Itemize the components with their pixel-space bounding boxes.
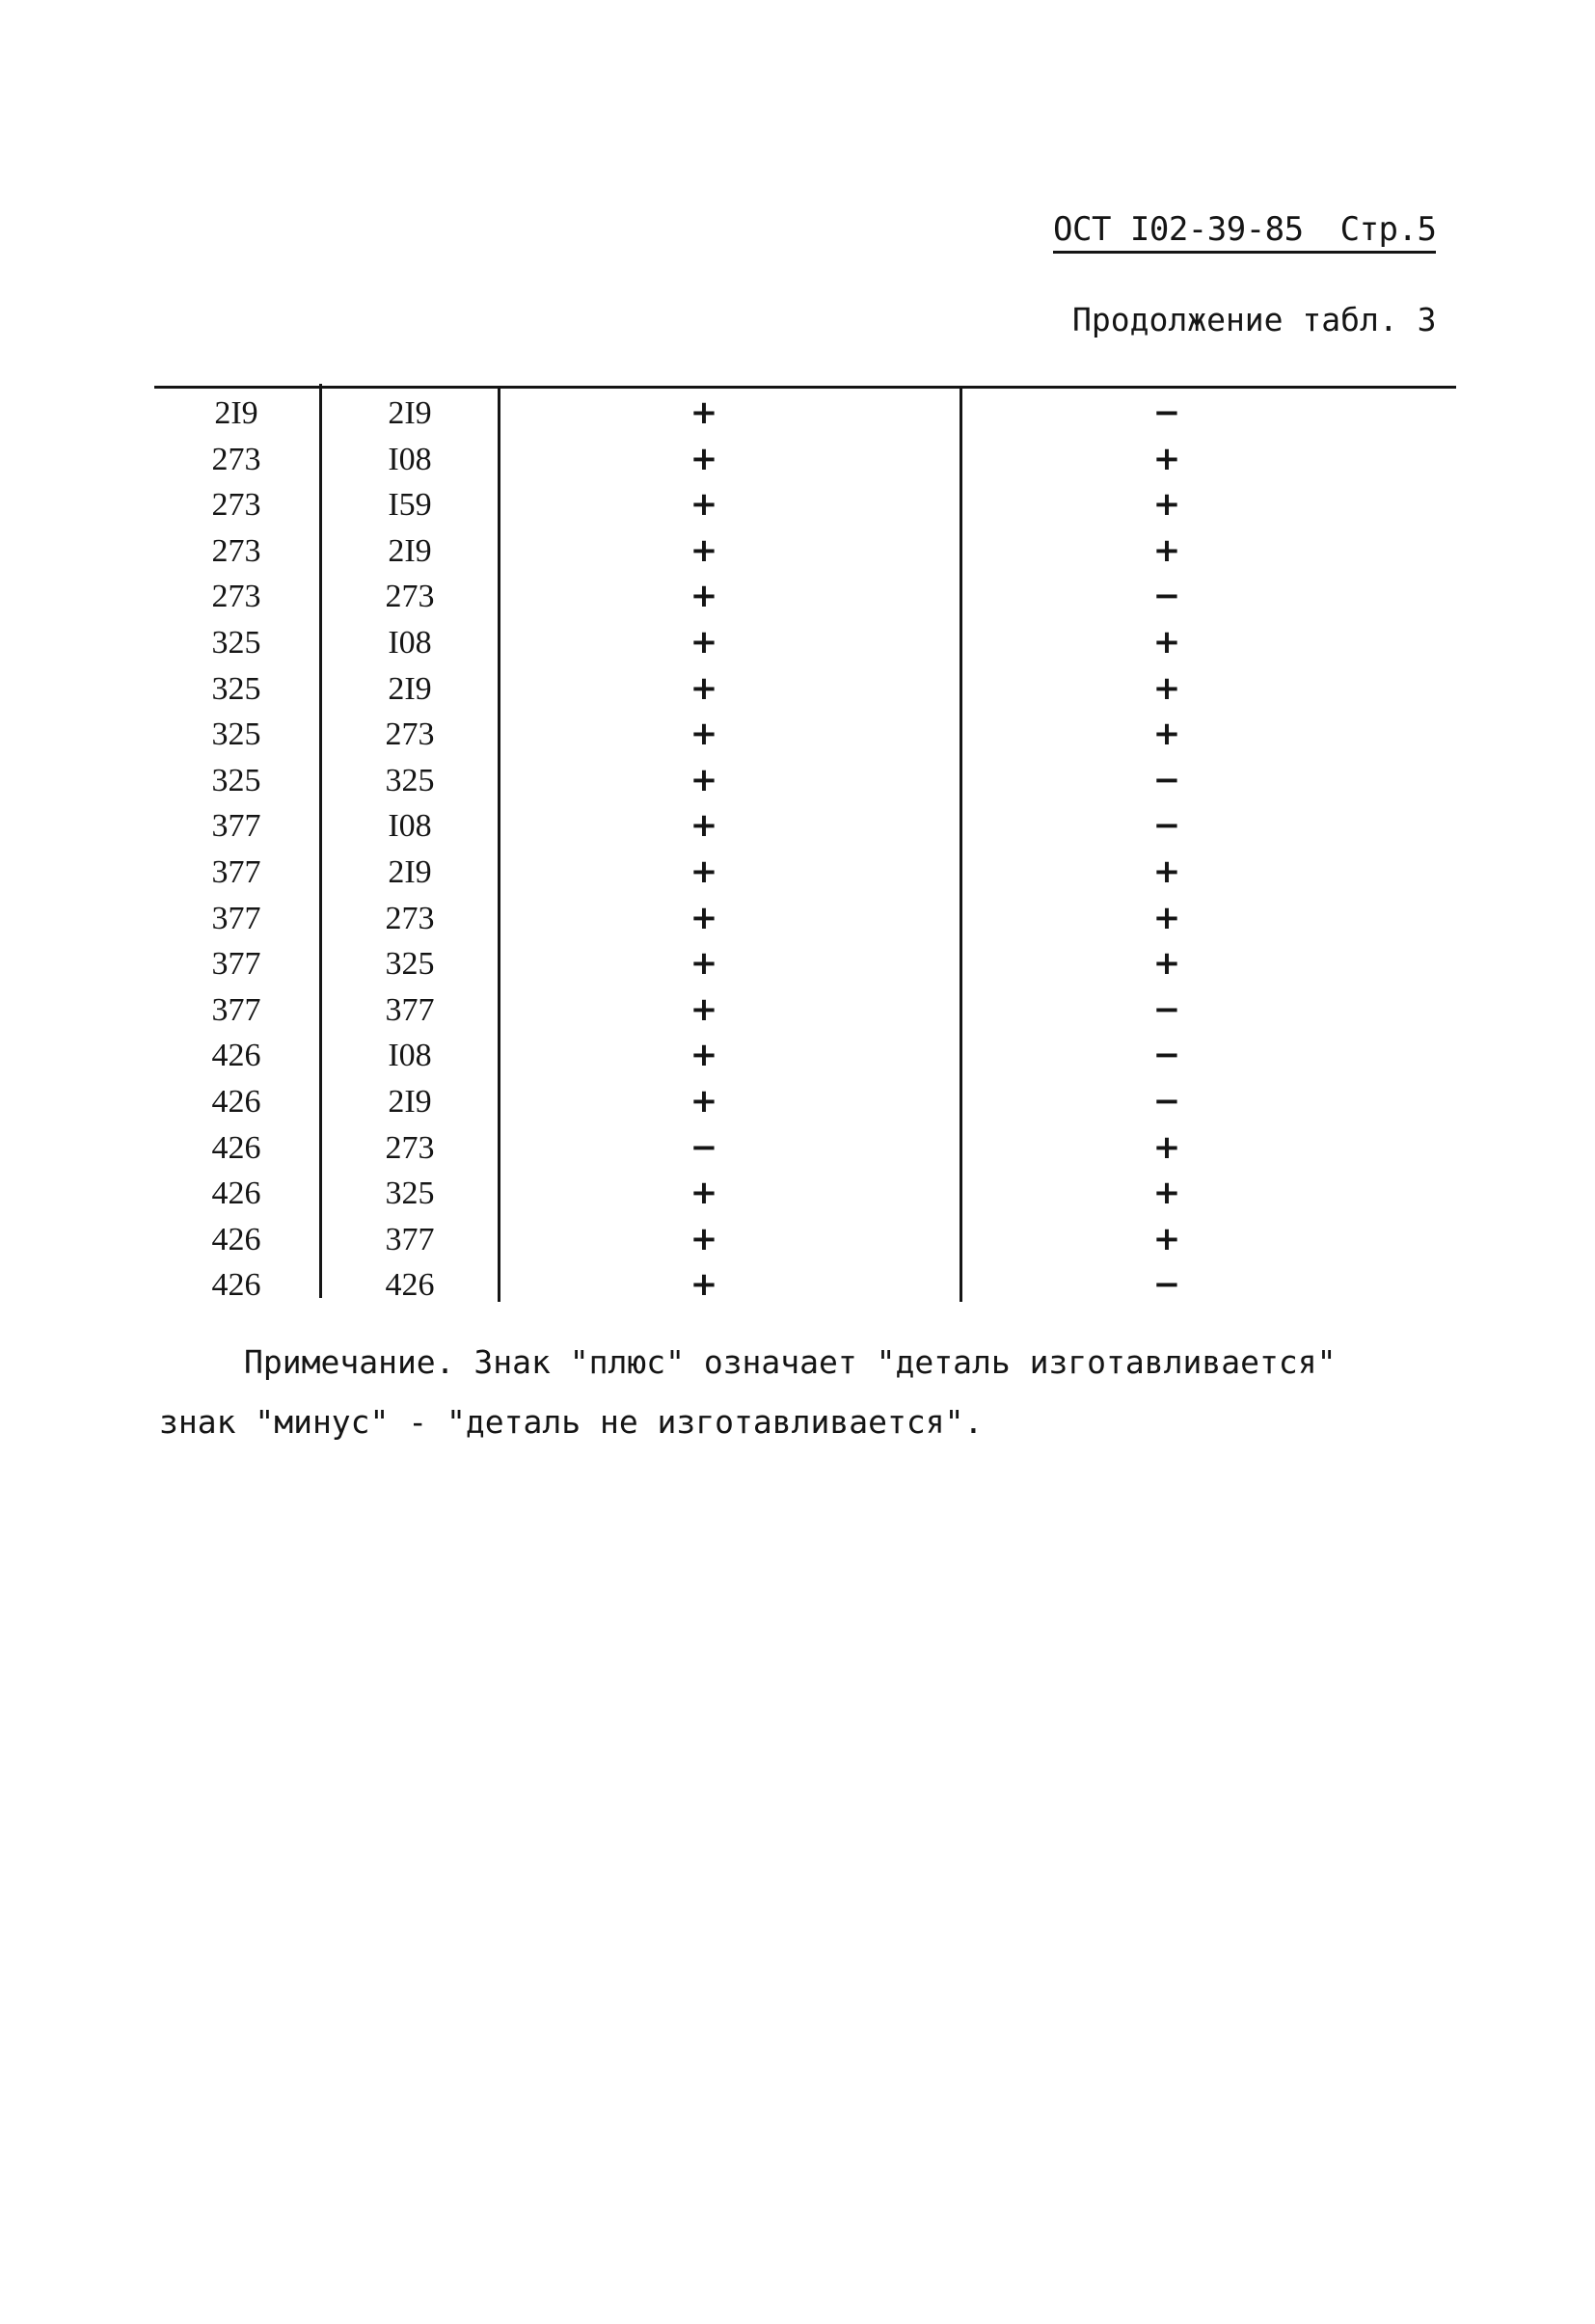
outer-diameter-cell: 325 [211, 762, 261, 798]
branch-diameter-cell: I08 [388, 441, 432, 477]
branch-diameter-cell: 2I9 [388, 670, 432, 707]
outer-diameter-cell: 273 [211, 579, 261, 615]
table-note [159, 1333, 1336, 1452]
variant-b-mark-cell: − [1152, 989, 1181, 1029]
variant-a-mark-cell: + [689, 989, 718, 1029]
variant-a-mark-cell: + [689, 944, 718, 984]
branch-diameter-cell: 2I9 [388, 854, 432, 890]
outer-diameter-cell: 2I9 [214, 395, 258, 431]
variant-a-mark-cell: + [689, 1082, 718, 1121]
variant-b-mark-cell: − [1152, 760, 1181, 799]
branch-diameter-cell: 273 [385, 716, 435, 753]
variant-b-mark-cell: + [1152, 1219, 1181, 1258]
table-row [154, 1033, 1456, 1079]
table-row [154, 437, 1456, 483]
table-top-rule [154, 386, 1456, 389]
variant-a-mark-cell: + [689, 1265, 718, 1305]
variant-a-mark-cell: + [689, 898, 718, 937]
variant-a-mark-cell: + [689, 1219, 718, 1258]
variant-b-mark-cell: + [1152, 1127, 1181, 1167]
outer-diameter-cell: 325 [211, 625, 261, 661]
branch-diameter-cell: 377 [385, 1221, 435, 1257]
outer-diameter-cell: 426 [211, 1221, 261, 1257]
variant-b-mark-cell: + [1152, 668, 1181, 708]
branch-diameter-cell: 2I9 [388, 532, 432, 569]
branch-diameter-cell: 2I9 [388, 1084, 432, 1120]
outer-diameter-cell: 426 [211, 1084, 261, 1120]
outer-diameter-cell: 377 [211, 946, 261, 983]
outer-diameter-cell: 377 [211, 900, 261, 936]
variant-a-mark-cell: + [689, 806, 718, 846]
table-row [154, 666, 1456, 713]
variant-b-mark-cell: + [1152, 623, 1181, 662]
variant-a-mark-cell: + [689, 1174, 718, 1213]
variant-a-mark-cell: + [689, 530, 718, 570]
variant-a-mark-cell: + [689, 760, 718, 799]
table-row [154, 1262, 1456, 1309]
outer-diameter-cell: 426 [211, 1176, 261, 1212]
note-line-1: Примечание. Знак "плюс" означает "деталь изготавливается" [244, 1343, 1337, 1381]
variant-b-mark-cell: − [1152, 806, 1181, 846]
variant-b-mark-cell: + [1152, 852, 1181, 891]
branch-diameter-cell: I08 [388, 1038, 432, 1074]
outer-diameter-cell: 377 [211, 808, 261, 845]
branch-diameter-cell: 273 [385, 1129, 435, 1166]
variant-a-mark-cell: + [689, 715, 718, 754]
branch-diameter-cell: 377 [385, 991, 435, 1028]
variant-b-mark-cell: − [1152, 1082, 1181, 1121]
outer-diameter-cell: 273 [211, 532, 261, 569]
branch-diameter-cell: 2I9 [388, 395, 432, 431]
table-row [154, 758, 1456, 804]
branch-diameter-cell: 325 [385, 762, 435, 798]
variant-b-mark-cell: + [1152, 439, 1181, 478]
document-code: ОСТ I02-39-85 [1053, 210, 1304, 249]
variant-a-mark-cell: + [689, 668, 718, 708]
outer-diameter-cell: 426 [211, 1038, 261, 1074]
variant-a-mark-cell: + [689, 1036, 718, 1075]
variant-b-mark-cell: + [1152, 944, 1181, 984]
variant-b-mark-cell: − [1152, 1265, 1181, 1305]
table-row [154, 391, 1456, 437]
table-row [154, 850, 1456, 896]
outer-diameter-cell: 377 [211, 854, 261, 890]
table-row [154, 1171, 1456, 1217]
branch-diameter-cell: 426 [385, 1267, 435, 1304]
variant-a-mark-cell: + [689, 485, 718, 525]
variant-a-mark-cell: − [689, 1127, 718, 1167]
table-row [154, 1217, 1456, 1263]
variant-a-mark-cell: + [689, 852, 718, 891]
branch-diameter-cell: 273 [385, 900, 435, 936]
table-row [154, 574, 1456, 620]
branch-diameter-cell: I08 [388, 625, 432, 661]
branch-diameter-cell: I08 [388, 808, 432, 845]
variant-a-mark-cell: + [689, 623, 718, 662]
variant-a-mark-cell: + [689, 577, 718, 616]
branch-diameter-cell: 325 [385, 946, 435, 983]
note-line-2: знак "минус" - "деталь не изготавливается". [159, 1403, 984, 1441]
branch-diameter-cell: 273 [385, 579, 435, 615]
variant-b-mark-cell: + [1152, 715, 1181, 754]
page-number: Стр.5 [1339, 210, 1437, 249]
table-row [154, 712, 1456, 758]
table-row [154, 528, 1456, 575]
variant-b-mark-cell: − [1152, 393, 1181, 432]
outer-diameter-cell: 325 [211, 670, 261, 707]
table-row [154, 987, 1456, 1034]
table-row [154, 896, 1456, 942]
outer-diameter-cell: 377 [211, 991, 261, 1028]
variant-b-mark-cell: + [1152, 530, 1181, 570]
variant-b-mark-cell: + [1152, 898, 1181, 937]
variant-b-mark-cell: − [1152, 1036, 1181, 1075]
variant-b-mark-cell: + [1152, 1174, 1181, 1213]
branch-diameter-cell: 325 [385, 1176, 435, 1212]
table-row [154, 1079, 1456, 1125]
document-header [1053, 210, 1436, 254]
table-row [154, 482, 1456, 528]
outer-diameter-cell: 273 [211, 487, 261, 524]
table-row [154, 1125, 1456, 1172]
table-row [154, 620, 1456, 666]
outer-diameter-cell: 325 [211, 716, 261, 753]
outer-diameter-cell: 273 [211, 441, 261, 477]
table-row [154, 941, 1456, 987]
table-continuation-label: Продолжение табл. 3 [1072, 301, 1437, 338]
variant-a-mark-cell: + [689, 439, 718, 478]
branch-diameter-cell: I59 [388, 487, 432, 524]
outer-diameter-cell: 426 [211, 1267, 261, 1304]
variant-b-mark-cell: − [1152, 577, 1181, 616]
variant-b-mark-cell: + [1152, 485, 1181, 525]
outer-diameter-cell: 426 [211, 1129, 261, 1166]
table-row [154, 803, 1456, 850]
variant-a-mark-cell: + [689, 393, 718, 432]
